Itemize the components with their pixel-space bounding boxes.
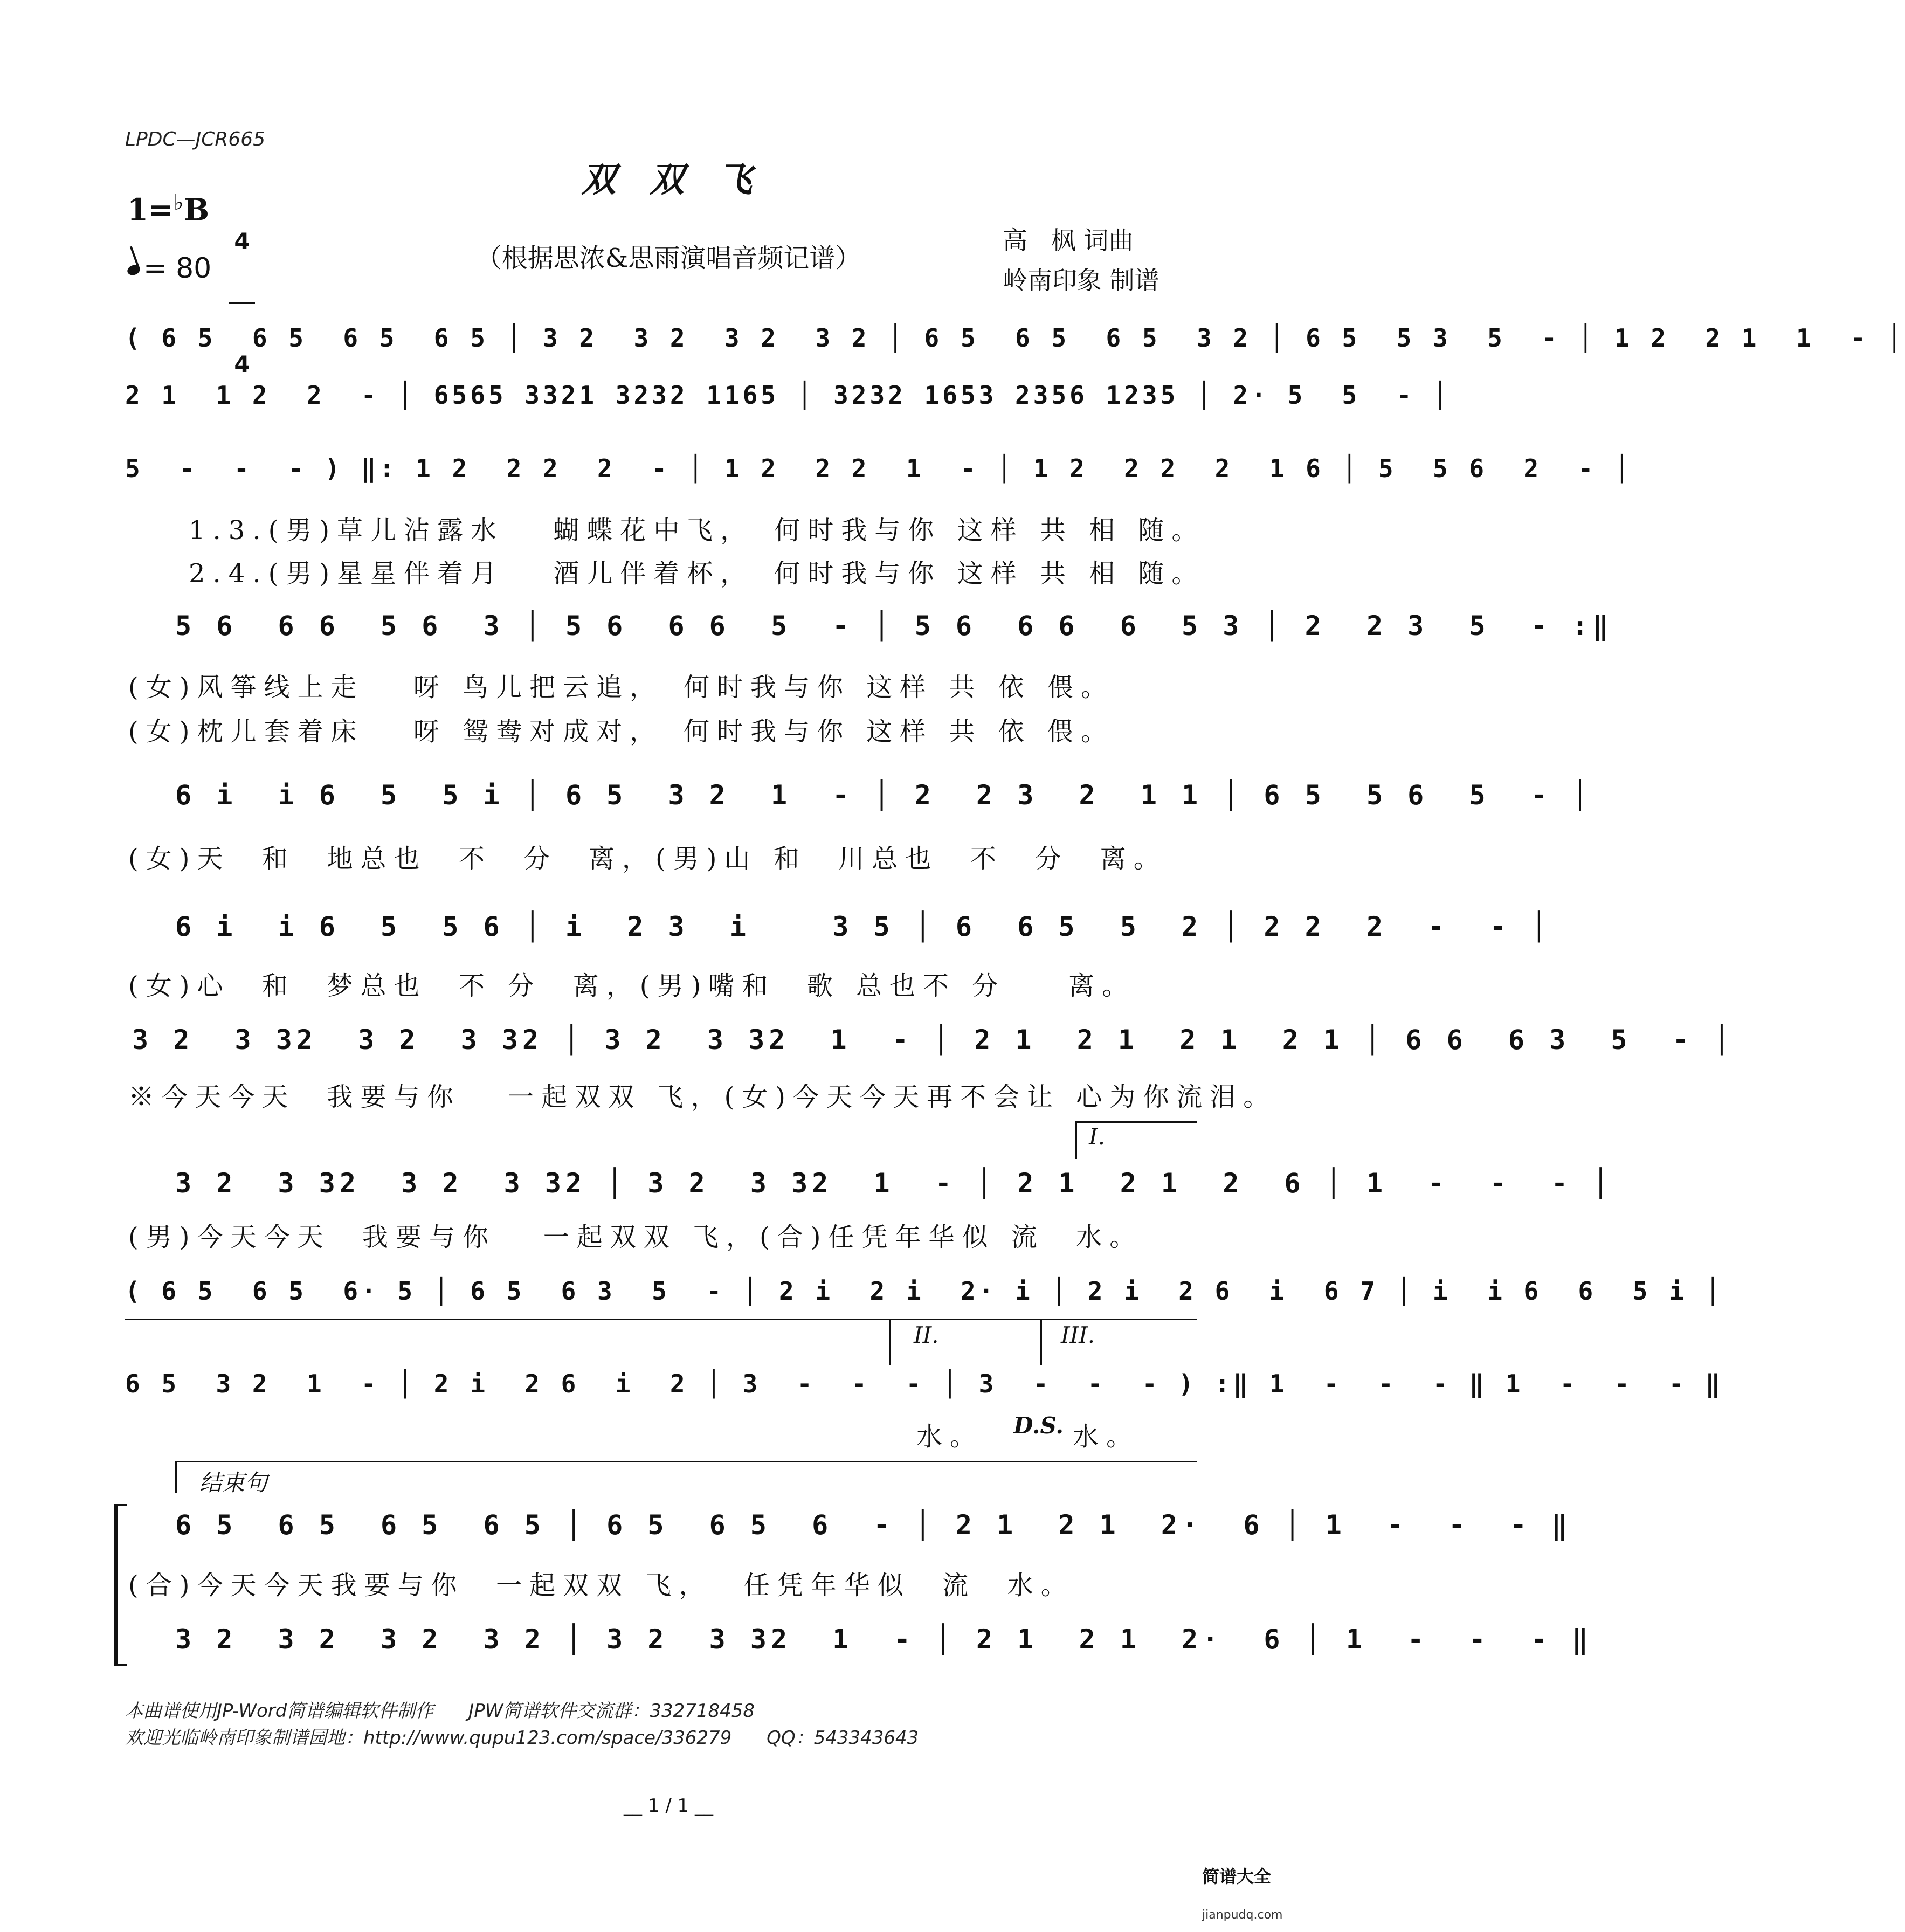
notation-row-7: 3 2 3 32 3 2 3 32 │ 3 2 3 32 1 - │ 2 1 2 1 2 1 2 1 │ 6 6 6 3 5 - │ bbox=[132, 1024, 1734, 1055]
lyric-volta-3: 水。 bbox=[1073, 1422, 1140, 1452]
time-top: 4 bbox=[234, 228, 250, 254]
volta-3-edge bbox=[1040, 1319, 1042, 1365]
notation-ending-upper: 6 5 6 5 6 5 6 5 │ 6 5 6 5 6 - │ 2 1 2 1 2· 6 │ 1 - - - ‖ bbox=[175, 1509, 1572, 1541]
lyric-female-1: (女)风筝线上走 呀 鸟儿把云追， 何时我与你 这样 共 依 偎。 bbox=[128, 672, 1115, 702]
key-signature bbox=[127, 190, 209, 228]
notation-row-3: 5 - - - ) ‖: 1 2 2 2 2 - │ 1 2 2 2 1 - │ 1 2 2 2 2 1 6 │ 5 5 6 2 - │ bbox=[125, 454, 1633, 483]
notation-row-2: 2 1 1 2 2 - │ 6565 3321 3232 1165 │ 3232 1653 2356 1235 │ 2· 5 5 - │ bbox=[125, 381, 1451, 410]
time-bottom: 4 bbox=[234, 351, 250, 377]
lyric-female-2: (女)枕儿套着床 呀 鸳鸯对成对， 何时我与你 这样 共 依 偎。 bbox=[128, 716, 1115, 747]
volta-3-label: III. bbox=[1061, 1322, 1095, 1348]
key-note: B bbox=[183, 192, 210, 228]
lyric-line-6: (男)今天今天 我要与你 一起双双 飞，(合)任凭年华似 流 水。 bbox=[128, 1222, 1143, 1252]
ending-label: 结束句 bbox=[199, 1469, 268, 1496]
lyric-line-5: ※今天今天 我要与你 一起双双 飞，(女)今天今天再不会让 心为你流泪。 bbox=[128, 1082, 1277, 1112]
volta-1-edge bbox=[1075, 1121, 1077, 1159]
notation-row-6: 6 i i 6 5 5 6 │ i 2 3 i 3 5 │ 6 6 5 5 2 │ 2 2 2 - - │ bbox=[175, 911, 1551, 942]
volta-2-label: II. bbox=[914, 1322, 939, 1348]
key-label: 1= bbox=[127, 192, 174, 228]
time-divider bbox=[229, 302, 255, 304]
interlude-divider bbox=[125, 1319, 1197, 1320]
credit-transcriber: 岭南印象 制谱 bbox=[1003, 266, 1159, 295]
notation-row-9: ( 6 5 6 5 6· 5 │ 6 5 6 3 5 - │ 2 i 2 i 2· i │ 2 i 2 6 i 6 7 │ i i 6 6 5 i │ bbox=[125, 1276, 1724, 1306]
credit-lyrics: 高 枫 词曲 bbox=[1003, 226, 1134, 255]
logo-name: 简谱大全 bbox=[1202, 1866, 1272, 1887]
system-bracket-bottom bbox=[114, 1664, 127, 1666]
system-bracket-top bbox=[114, 1504, 127, 1506]
system-bracket bbox=[114, 1504, 118, 1666]
time-signature bbox=[229, 182, 255, 400]
ending-bracket-edge bbox=[175, 1461, 177, 1493]
notation-ending-lower: 3 2 3 2 3 2 3 2 │ 3 2 3 32 1 - │ 2 1 2 1 2· 6 │ 1 - - - ‖ bbox=[175, 1624, 1593, 1655]
ending-bracket bbox=[175, 1461, 1197, 1462]
lyric-line-3: (女)天 和 地总也 不 分 离，(男)山 和 川总也 不 分 离。 bbox=[128, 844, 1167, 874]
notation-row-10: 6 5 3 2 1 - │ 2 i 2 6 i 2 │ 3 - - - │ 3 - - - ) :‖ 1 - - - ‖ 1 - - - ‖ bbox=[125, 1369, 1724, 1398]
notation-row-5: 6 i i 6 5 5 i │ 6 5 3 2 1 - │ 2 2 3 2 1 1 │ 6 5 5 6 5 - │ bbox=[175, 779, 1593, 811]
lyric-line-4: (女)心 和 梦总也 不 分 离，(男)嘴和 歌 总也不 分 离。 bbox=[128, 971, 1136, 1001]
logo-url: jianpudq.com bbox=[1202, 1908, 1283, 1922]
dal-segno: D.S. bbox=[1013, 1412, 1064, 1439]
page-title: 双 双 飞 bbox=[581, 160, 756, 200]
volta-2-bracket bbox=[889, 1319, 1035, 1320]
subtitle: （根据思浓&思雨演唱音频记谱） bbox=[475, 243, 861, 273]
footer-line-2: 欢迎光临岭南印象制谱园地：http://www.qupu123.com/space/336279 QQ：543343643 bbox=[125, 1727, 919, 1749]
lyric-verse-1: 1.3.(男)草儿沾露水 蝴蝶花中飞， 何时我与你 这样 共 相 随。 bbox=[189, 515, 1205, 546]
page-number: __ 1 / 1 __ bbox=[624, 1795, 713, 1817]
tempo-value: = 80 bbox=[143, 252, 212, 285]
notation-row-4: 5 6 6 6 5 6 3 │ 5 6 6 6 5 - │ 5 6 6 6 6 5 3 │ 2 2 3 5 - :‖ bbox=[175, 610, 1613, 641]
score-code: LPDC—JCR665 bbox=[125, 128, 266, 150]
lyric-verse-2: 2.4.(男)星星伴着月 酒儿伴着杯， 何时我与你 这样 共 相 随。 bbox=[189, 558, 1205, 589]
volta-2-edge bbox=[889, 1319, 891, 1365]
lyric-volta-2: 水。 bbox=[916, 1422, 984, 1452]
flat-sign: ♭ bbox=[173, 190, 184, 215]
volta-1-bracket bbox=[1075, 1121, 1197, 1123]
footer-line-1: 本曲谱使用JP-Word简谱编辑软件制作 JPW简谱软件交流群：332718458 bbox=[125, 1700, 755, 1722]
notation-row-8: 3 2 3 32 3 2 3 32 │ 3 2 3 32 1 - │ 2 1 2 1 2 6 │ 1 - - - │ bbox=[175, 1168, 1613, 1199]
site-logo[interactable] bbox=[1202, 1843, 1315, 1922]
lyric-ending: (合)今天今天我要与你 一起双双 飞， 任凭年华似 流 水。 bbox=[128, 1570, 1074, 1600]
notation-row-1: ( 6 5 6 5 6 5 6 5 │ 3 2 3 2 3 2 3 2 │ 6 5 6 5 6 5 3 2 │ 6 5 5 3 5 - │ 1 2 2 1 1 - │ bbox=[125, 323, 1905, 353]
volta-1-label: I. bbox=[1089, 1123, 1105, 1150]
